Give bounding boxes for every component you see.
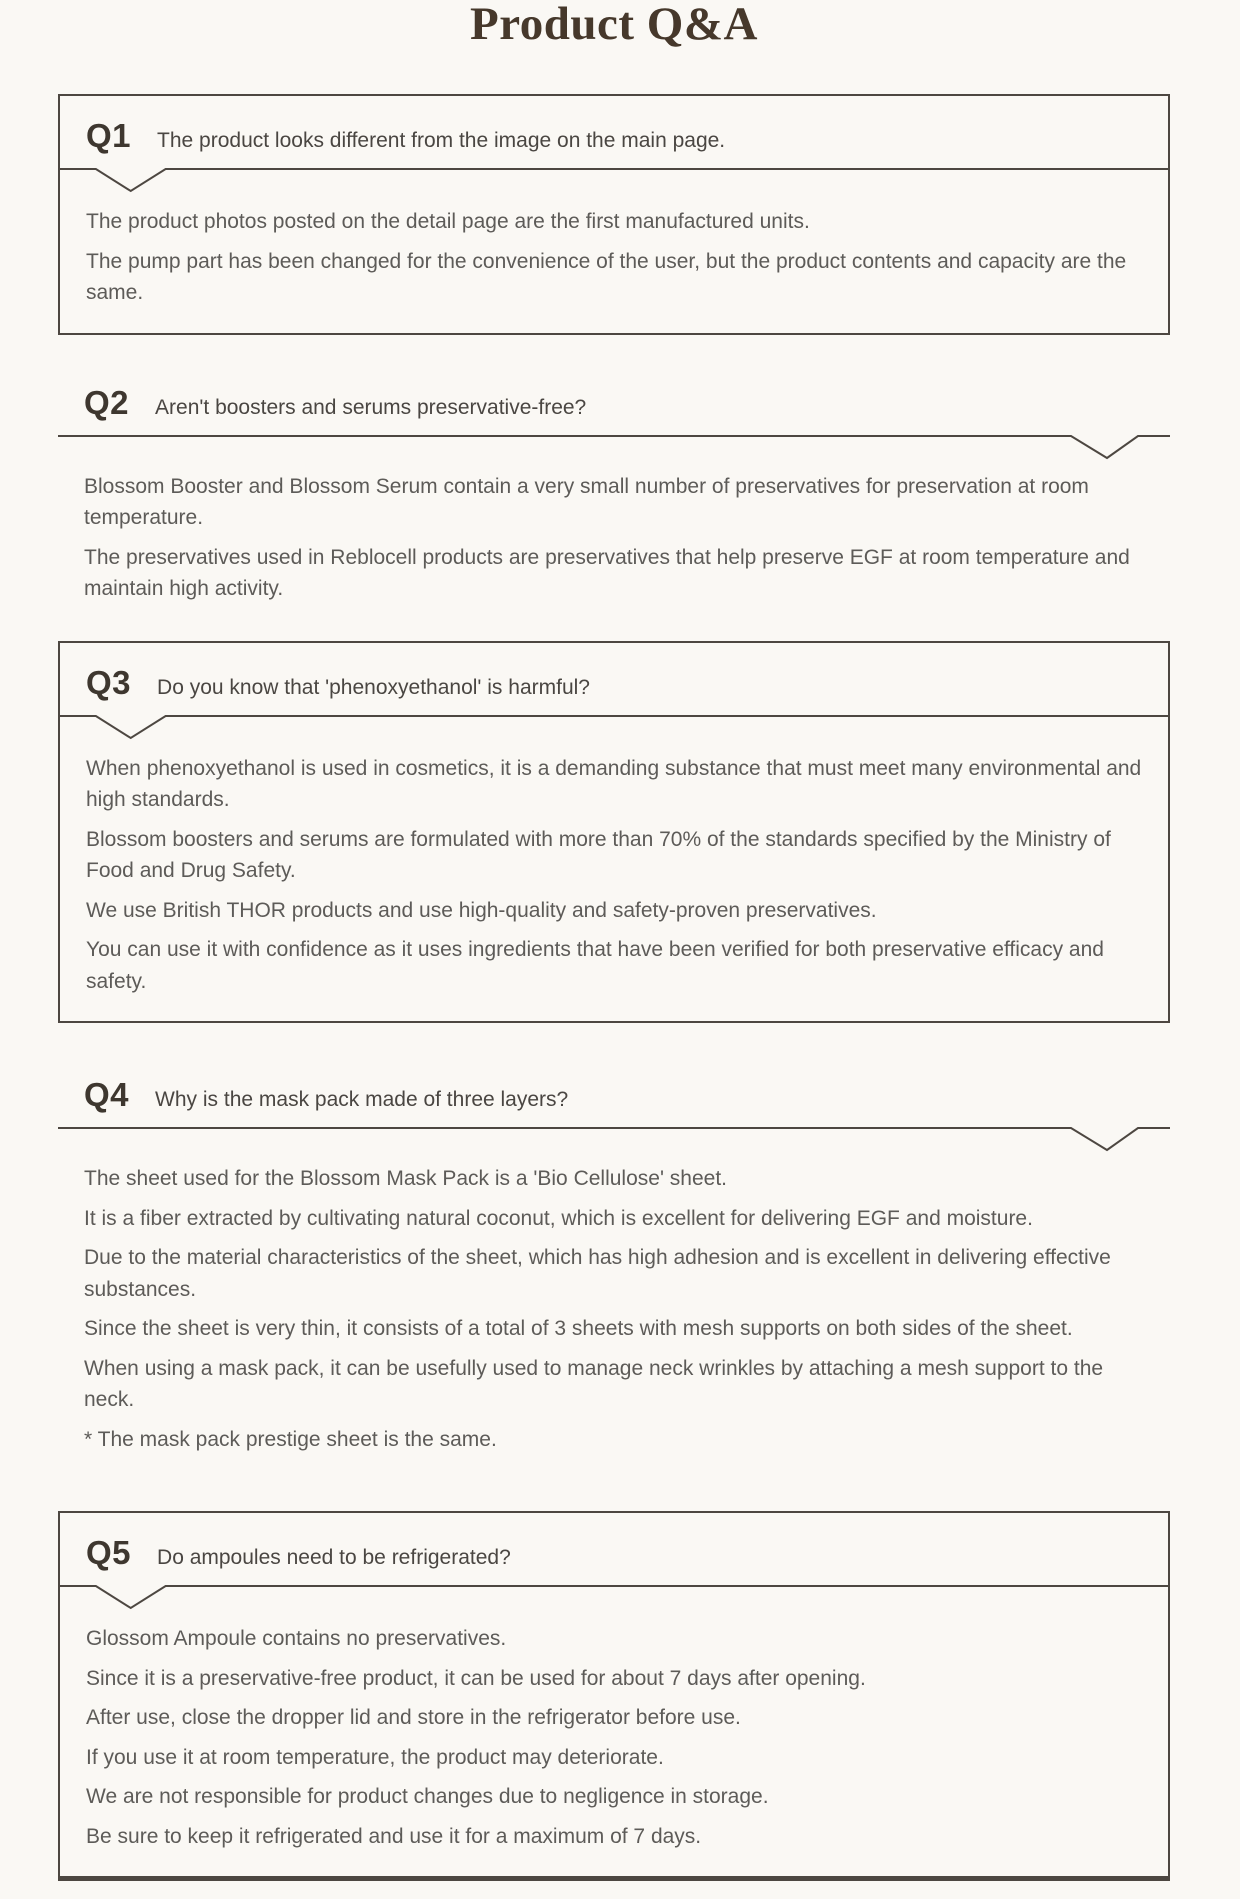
qa-section-q1 xyxy=(58,94,1170,335)
question-text: Why is the mask pack made of three layers? xyxy=(155,1088,569,1111)
question-header xyxy=(60,96,1168,168)
question-header xyxy=(58,1075,1170,1127)
answer-paragraph: Be sure to keep it refrigerated and use it for a maximum of 7 days. xyxy=(86,1824,702,1848)
answer-paragraph: When phenoxyethanol is used in cosmetics, it is a demanding substance that must meet many environmental and high standards. xyxy=(86,756,1142,811)
qa-section-q3 xyxy=(58,641,1170,1024)
answer-paragraph: We are not responsible for product changes due to negligence in storage. xyxy=(86,1785,769,1808)
answer-list xyxy=(60,741,1168,1022)
question-number-label: Q1 xyxy=(86,117,132,154)
question-answer-divider-notch-left-icon xyxy=(60,168,1168,194)
qa-section-q2 xyxy=(58,383,1170,605)
answer-paragraph: After use, close the dropper lid and store in the refrigerator before use. xyxy=(86,1706,741,1729)
answer-paragraph: We use British THOR products and use high-quality and safety-proven preservatives. xyxy=(86,898,877,922)
answer-paragraph: The preservatives used in Reblocell products are preservatives that help preserve EGF at room temperature and maintain high activity. xyxy=(84,545,1130,600)
answer-paragraph: Glossom Ampoule contains no preservatives. xyxy=(86,1627,507,1650)
question-number-label: Q4 xyxy=(84,1076,130,1113)
answer-paragraph: If you use it at room temperature, the product may deteriorate. xyxy=(86,1745,664,1769)
question-header xyxy=(60,1513,1168,1585)
question-answer-divider-notch-right-icon xyxy=(58,1127,1170,1153)
answer-paragraph: Blossom boosters and serums are formulated with more than 70% of the standards specified by the Ministry of Food and Drug Safety. xyxy=(86,827,1111,882)
question-text: Do ampoules need to be refrigerated? xyxy=(157,1546,511,1569)
question-answer-divider-notch-left-icon xyxy=(60,1585,1168,1611)
answer-list xyxy=(58,461,1170,605)
answer-paragraph: * The mask pack prestige sheet is the same. xyxy=(84,1427,497,1451)
answer-paragraph: Due to the material characteristics of the sheet, which has high adhesion and is excellent in delivering effective substances. xyxy=(84,1246,1111,1301)
answer-paragraph: You can use it with confidence as it uses ingredients that have been verified for both preservative efficacy and safety. xyxy=(86,938,1104,993)
answer-paragraph: Blossom Booster and Blossom Serum contain a very small number of preservatives for preservation at room temperature. xyxy=(84,474,1089,529)
answer-paragraph: Since it is a preservative-free product, it can be used for about 7 days after opening. xyxy=(86,1666,866,1690)
question-answer-divider-notch-left-icon xyxy=(60,715,1168,741)
answer-list xyxy=(60,194,1168,333)
question-text: Aren't boosters and serums preservative-free? xyxy=(155,395,587,419)
question-text: The product looks different from the image on the main page. xyxy=(157,129,726,152)
answer-paragraph: The sheet used for the Blossom Mask Pack is a 'Bio Cellulose' sheet. xyxy=(84,1167,727,1190)
question-header xyxy=(58,383,1170,435)
question-answer-divider-notch-right-icon xyxy=(58,435,1170,461)
qa-section-q4 xyxy=(58,1075,1170,1455)
question-number-label: Q3 xyxy=(86,663,132,701)
answer-paragraph: The pump part has been changed for the convenience of the user, but the product contents and capacity are the same. xyxy=(86,249,1127,304)
answer-paragraph: It is a fiber extracted by cultivating natural coconut, which is excellent for delivering EGF and moisture. xyxy=(84,1206,1033,1230)
answer-paragraph: When using a mask pack, it can be usefully used to manage neck wrinkles by attaching a mesh support to the neck. xyxy=(84,1356,1104,1411)
question-number-label: Q2 xyxy=(84,383,130,421)
qa-section-q5 xyxy=(58,1511,1170,1881)
question-header xyxy=(60,643,1168,715)
page-title: Product Q&A xyxy=(470,0,758,50)
answer-paragraph: Since the sheet is very thin, it consists of a total of 3 sheets with mesh supports on both sides of the sheet. xyxy=(84,1317,1073,1340)
answer-list xyxy=(58,1153,1170,1455)
answer-list xyxy=(60,1611,1168,1876)
question-text: Do you know that 'phenoxyethanol' is harmful? xyxy=(157,675,590,699)
answer-paragraph: The product photos posted on the detail page are the first manufactured units. xyxy=(86,210,810,233)
question-number-label: Q5 xyxy=(86,1534,132,1571)
